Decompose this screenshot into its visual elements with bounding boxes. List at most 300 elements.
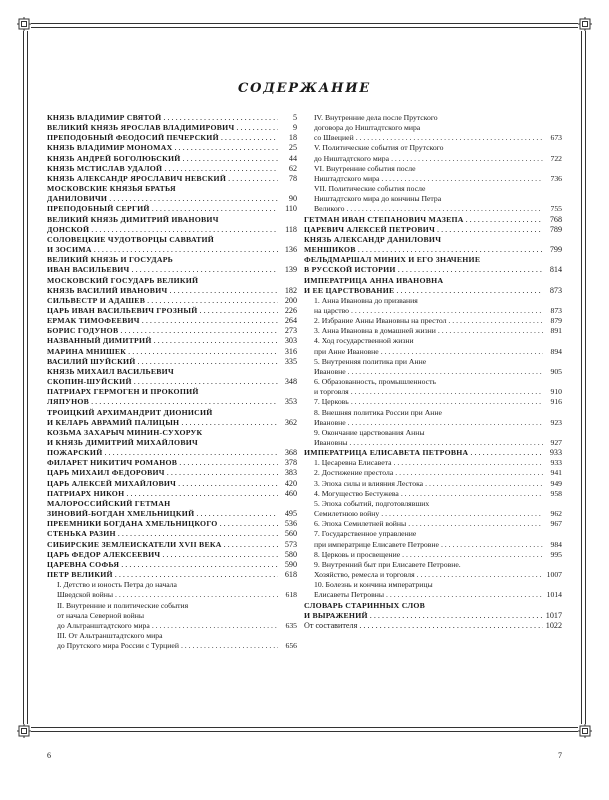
dot-leader bbox=[152, 621, 278, 631]
toc-entry[interactable] bbox=[47, 215, 297, 235]
toc-entry-page: 1007 bbox=[546, 570, 562, 580]
toc-entry-title-line: до Прутского мира России с Турцией bbox=[57, 641, 179, 651]
dot-leader bbox=[358, 245, 543, 255]
toc-entry-title-line: ДАНИЛОВИЧИ bbox=[47, 194, 108, 204]
toc-entry-title-line: 7. Церковь bbox=[314, 397, 349, 407]
toc-entry[interactable] bbox=[304, 560, 562, 580]
toc-entry-title-line: КНЯЗЬ АЛЕКСАНДР ЯРОСЛАВИЧ НЕВСКИЙ bbox=[47, 173, 227, 183]
toc-entry-title-line: IV. Внутренние дела после Прутского bbox=[314, 113, 438, 122]
toc-entry-page: 967 bbox=[550, 519, 562, 529]
dot-leader bbox=[381, 174, 543, 184]
toc-entry-title-line: Елисаветы Петровны bbox=[314, 590, 385, 600]
dot-leader bbox=[408, 519, 543, 529]
toc-entry-title-line: Ништадтского мира до кончины Петра bbox=[314, 194, 442, 204]
dot-leader bbox=[104, 448, 278, 458]
toc-entry-title-line: МАЛОРОССИЙСКИЙ ГЕТМАН bbox=[47, 498, 171, 508]
toc-entry[interactable] bbox=[47, 255, 297, 275]
toc-entry[interactable] bbox=[47, 428, 297, 458]
toc-entry[interactable] bbox=[47, 387, 297, 407]
toc-entry[interactable] bbox=[47, 296, 297, 306]
toc-entry[interactable] bbox=[47, 113, 297, 123]
toc-entry-title-line: ПОЖАРСКИЙ bbox=[47, 448, 103, 458]
toc-entry[interactable] bbox=[304, 397, 562, 407]
toc-entry[interactable] bbox=[304, 377, 562, 397]
toc-entry-title-line: И ЕЕ ЦАРСТВОВАНИЕ bbox=[304, 285, 395, 295]
dot-leader bbox=[351, 306, 543, 316]
toc-entry[interactable] bbox=[47, 468, 297, 478]
dot-leader bbox=[398, 265, 543, 275]
dot-leader bbox=[181, 641, 278, 651]
toc-entry[interactable] bbox=[47, 499, 297, 519]
toc-entry[interactable] bbox=[304, 296, 562, 316]
toc-entry[interactable] bbox=[47, 154, 297, 164]
toc-entry-page: 635 bbox=[285, 620, 297, 630]
toc-entry-title-line: ЗИНОВИЙ-БОГДАН ХМЕЛЬНИЦКИЙ bbox=[47, 509, 195, 519]
dot-leader bbox=[120, 326, 278, 336]
dot-leader bbox=[183, 154, 278, 164]
dot-leader bbox=[401, 489, 543, 499]
toc-entry-title-line: ЦАРЬ МИХАИЛ ФЕДОРОВИЧ bbox=[47, 468, 165, 478]
toc-entry-page: 90 bbox=[288, 194, 297, 204]
toc-entry[interactable] bbox=[304, 621, 562, 631]
toc-entry[interactable] bbox=[47, 529, 297, 539]
corner-knot-icon bbox=[17, 724, 31, 738]
toc-entry-title-line: на царство bbox=[314, 305, 350, 315]
toc-entry[interactable] bbox=[47, 519, 297, 529]
dot-leader bbox=[351, 387, 543, 397]
toc-entry-page: 894 bbox=[550, 346, 562, 356]
page-title: СОДЕРЖАНИЕ bbox=[237, 81, 372, 96]
toc-entry-title-line: до Ништадтского мира bbox=[314, 153, 390, 163]
toc-entry-page: 573 bbox=[284, 539, 297, 549]
dot-leader bbox=[162, 550, 278, 560]
dot-leader bbox=[132, 265, 279, 275]
toc-entry-page: 1017 bbox=[545, 610, 562, 620]
dot-leader bbox=[179, 458, 278, 468]
toc-entry-title-line: МАРИНА МНИШЕК bbox=[47, 346, 127, 356]
toc-entry[interactable] bbox=[304, 184, 562, 214]
toc-entry-title-line: 6. Эпоха Семилетней войны bbox=[314, 519, 407, 529]
toc-entry[interactable] bbox=[304, 489, 562, 499]
dot-leader bbox=[395, 468, 543, 478]
toc-left-column bbox=[47, 113, 297, 651]
toc-entry-page: 536 bbox=[284, 519, 297, 529]
toc-entry-title-line: со Швецией bbox=[314, 133, 354, 143]
toc-entry[interactable] bbox=[47, 631, 297, 651]
toc-entry-title-line: СЛОВАРЬ СТАРИННЫХ СЛОВ bbox=[304, 600, 426, 610]
toc-entry[interactable] bbox=[304, 468, 562, 478]
dot-leader bbox=[448, 316, 543, 326]
dot-leader bbox=[121, 560, 278, 570]
corner-knot-icon bbox=[578, 724, 592, 738]
toc-entry-title-line: МОСКОВСКИЙ ГОСУДАРЬ ВЕЛИКИЙ bbox=[47, 275, 199, 285]
dot-leader bbox=[126, 489, 278, 499]
dot-leader bbox=[437, 225, 543, 235]
toc-entry-title-line: ПРЕПОДОБНЫЙ ФЕОДОСИЙ ПЕЧЕРСКИЙ bbox=[47, 133, 219, 143]
toc-entry-page: 9 bbox=[292, 123, 297, 133]
toc-entry-title-line: ПАТРИАРХ ГЕРМОГЕН И ПРОКОПИЙ bbox=[47, 387, 199, 397]
toc-entry-title-line: ЦАРЬ ИВАН ВАСИЛЬЕВИЧ ГРОЗНЫЙ bbox=[47, 305, 198, 315]
toc-entry-title-line: до Альтранштадтского мира bbox=[57, 620, 150, 630]
dot-leader bbox=[346, 204, 543, 214]
toc-entry-title-line: договора до Ништадтского мира bbox=[314, 123, 421, 133]
toc-entry[interactable] bbox=[304, 255, 562, 275]
dot-leader bbox=[470, 448, 543, 458]
toc-entry[interactable] bbox=[47, 479, 297, 489]
dot-leader bbox=[167, 468, 278, 478]
toc-entry-page: 226 bbox=[284, 305, 297, 315]
toc-entry[interactable] bbox=[47, 174, 297, 184]
toc-entry-page: 962 bbox=[550, 509, 562, 519]
toc-entry[interactable] bbox=[47, 550, 297, 560]
toc-entry[interactable] bbox=[304, 428, 562, 448]
toc-entry-title-line: 1. Анна Ивановна до призвания bbox=[314, 295, 418, 305]
toc-entry-page: 182 bbox=[284, 285, 297, 295]
toc-entry-title-line: И КНЯЗЬ ДИМИТРИЙ МИХАЙЛОВИЧ bbox=[47, 438, 198, 447]
dot-leader bbox=[200, 306, 278, 316]
toc-entry[interactable] bbox=[47, 570, 297, 580]
toc-entry-page: 958 bbox=[550, 488, 562, 498]
dot-leader bbox=[348, 367, 543, 377]
toc-entry-page: 814 bbox=[549, 265, 562, 275]
toc-entry[interactable] bbox=[47, 276, 297, 296]
toc-right-column bbox=[304, 113, 562, 631]
toc-entry-title-line: СКОПИН-ШУЙСКИЙ bbox=[47, 377, 132, 387]
toc-entry[interactable] bbox=[47, 540, 297, 550]
toc-entry-title-line: ЦАРЕВНА СОФЬЯ bbox=[47, 559, 120, 569]
toc-entry-title-line: от начала Северной войны bbox=[57, 610, 145, 620]
toc-entry-title-line: 4. Ход государственной жизни bbox=[314, 336, 414, 346]
corner-knot-icon bbox=[17, 17, 31, 31]
toc-entry[interactable] bbox=[47, 489, 297, 499]
toc-entry-title-line: 9. Окончание царствования Анны bbox=[314, 427, 425, 437]
toc-entry-title-line: 7. Государственное управление bbox=[314, 529, 417, 539]
dot-leader bbox=[381, 347, 543, 357]
toc-entry-title-line: КНЯЗЬ МИХАИЛ ВАСИЛЬЕВИЧ bbox=[47, 366, 174, 376]
dot-leader bbox=[348, 418, 543, 428]
dot-leader bbox=[164, 164, 278, 174]
toc-entry-page: 984 bbox=[550, 539, 562, 549]
toc-entry[interactable] bbox=[47, 164, 297, 174]
toc-entry-page: 303 bbox=[284, 336, 297, 346]
toc-entry[interactable] bbox=[47, 306, 297, 316]
toc-entry[interactable] bbox=[47, 367, 297, 387]
toc-entry-title-line: ЦАРЬ АЛЕКСЕЙ МИХАЙЛОВИЧ bbox=[47, 478, 177, 488]
toc-entry[interactable] bbox=[47, 316, 297, 326]
toc-entry-title-line: 4. Могущество Бестужева bbox=[314, 488, 399, 498]
toc-entry-title-line: ПРЕПОДОБНЫЙ СЕРГИЙ bbox=[47, 204, 150, 214]
toc-entry-page: 383 bbox=[284, 468, 297, 478]
toc-entry-title-line: Великого bbox=[314, 204, 345, 214]
toc-entry-title-line: ПЕТР ВЕЛИКИЙ bbox=[47, 570, 113, 580]
toc-entry-title-line: СТЕНЬКА РАЗИН bbox=[47, 529, 116, 539]
toc-entry-page: 923 bbox=[550, 417, 562, 427]
toc-entry-title-line: Ивановне bbox=[314, 366, 346, 376]
dot-leader bbox=[134, 377, 278, 387]
toc-entry-title-line: КНЯЗЬ ВАСИЛИЙ ИВАНОВИЧ bbox=[47, 285, 168, 295]
toc-entry[interactable] bbox=[304, 143, 562, 163]
toc-entry-title-line: ЛЯПУНОВ bbox=[47, 397, 90, 407]
toc-entry-title-line: КОЗЬМА ЗАХАРЫЧ МИНИН-СУХОРУК bbox=[47, 427, 203, 437]
toc-entry-page: 656 bbox=[285, 641, 297, 651]
dot-leader bbox=[370, 611, 543, 621]
toc-entry[interactable] bbox=[304, 580, 562, 600]
toc-entry-page: 941 bbox=[550, 468, 562, 478]
toc-entry-page: 353 bbox=[284, 397, 297, 407]
toc-entry-title-line: 10. Болезнь и кончина императрицы bbox=[314, 580, 433, 590]
toc-entry-title-line: КНЯЗЬ АНДРЕЙ БОГОЛЮБСКИЙ bbox=[47, 153, 181, 163]
dot-leader bbox=[178, 479, 278, 489]
toc-entry[interactable] bbox=[304, 326, 562, 336]
toc-entry-page: 927 bbox=[550, 438, 562, 447]
toc-entry[interactable] bbox=[304, 336, 562, 356]
toc-entry[interactable] bbox=[304, 225, 562, 235]
dot-leader bbox=[381, 509, 543, 519]
toc-entry[interactable] bbox=[304, 448, 562, 458]
toc-entry-title-line: 3. Анна Ивановна в домашней жизни bbox=[314, 326, 436, 336]
dot-leader bbox=[441, 540, 543, 550]
toc-entry-page: 460 bbox=[284, 488, 297, 498]
dot-leader bbox=[94, 245, 278, 255]
toc-entry-title-line: ДОНСКОЙ bbox=[47, 224, 90, 234]
toc-entry-title-line: ЦАРЕВИЧ АЛЕКСЕЙ ПЕТРОВИЧ bbox=[304, 224, 436, 234]
dot-leader bbox=[163, 113, 278, 123]
dot-leader bbox=[91, 397, 278, 407]
dot-leader bbox=[359, 621, 543, 631]
toc-entry-title-line: МОСКОВСКИЕ КНЯЗЬЯ БРАТЬЯ bbox=[47, 184, 176, 194]
toc-entry-page: 618 bbox=[284, 570, 297, 580]
dot-leader bbox=[386, 590, 543, 600]
toc-entry[interactable] bbox=[304, 235, 562, 255]
dot-leader bbox=[152, 204, 278, 214]
toc-entry-title-line: В РУССКОЙ ИСТОРИИ bbox=[304, 265, 396, 275]
toc-entry-title-line: НАЗВАННЫЙ ДИМИТРИЙ bbox=[47, 336, 152, 346]
dot-leader bbox=[118, 529, 278, 539]
toc-entry-title-line: ИВАН ВАСИЛЬЕВИЧ bbox=[47, 265, 130, 275]
dot-leader bbox=[351, 397, 543, 407]
dot-leader bbox=[402, 550, 543, 560]
toc-entry-title-line: СИБИРСКИЕ ЗЕМЛЕИСКАТЕЛИ XVII ВЕКА bbox=[47, 539, 222, 549]
toc-entry[interactable] bbox=[47, 184, 297, 204]
toc-entry-title-line: СИЛЬВЕСТР И АДАШЕВ bbox=[47, 295, 146, 305]
toc-entry-page: 200 bbox=[284, 295, 297, 305]
toc-entry-title-line: СОЛОВЕЦКИЕ ЧУДОТВОРЦЫ САВВАТИЙ bbox=[47, 234, 215, 244]
toc-entry-page: 618 bbox=[285, 590, 297, 600]
toc-entry-title-line: БОРИС ГОДУНОВ bbox=[47, 326, 119, 336]
toc-entry-page: 933 bbox=[550, 458, 562, 468]
dot-leader bbox=[236, 123, 278, 133]
toc-entry-page: 273 bbox=[284, 326, 297, 336]
toc-entry[interactable] bbox=[47, 408, 297, 428]
toc-entry-title-line: КНЯЗЬ ВЛАДИМИР МОНОМАХ bbox=[47, 143, 173, 153]
toc-entry-title-line: III. От Альтранштадтского мира bbox=[57, 630, 163, 640]
dot-leader bbox=[142, 316, 278, 326]
toc-entry[interactable] bbox=[47, 123, 297, 133]
toc-entry-page: 25 bbox=[288, 143, 297, 153]
toc-entry-title-line: ПРЕЕМНИКИ БОГДАНА ХМЕЛЬНИЦКОГО bbox=[47, 519, 218, 529]
toc-entry[interactable] bbox=[304, 479, 562, 489]
toc-entry[interactable] bbox=[304, 458, 562, 468]
dot-leader bbox=[221, 133, 278, 143]
dot-leader bbox=[196, 509, 278, 519]
dot-leader bbox=[115, 570, 278, 580]
toc-entry[interactable] bbox=[47, 458, 297, 468]
toc-entry-title-line: VI. Внутренние события после bbox=[314, 163, 416, 173]
page-number-right: 7 bbox=[558, 751, 562, 760]
toc-entry-page: 736 bbox=[550, 173, 562, 183]
toc-entry[interactable] bbox=[304, 519, 562, 529]
toc-entry-title-line: МЕНШИКОВ bbox=[304, 245, 356, 255]
toc-entry-title-line: Семилетнюю войну bbox=[314, 509, 380, 519]
dot-leader bbox=[356, 133, 543, 143]
toc-entry-page: 789 bbox=[549, 224, 562, 234]
toc-entry-page: 905 bbox=[550, 366, 562, 376]
toc-entry-page: 316 bbox=[284, 346, 297, 356]
toc-entry-title-line: Ивановне bbox=[314, 417, 346, 427]
toc-entry-page: 916 bbox=[550, 397, 562, 407]
dot-leader bbox=[224, 540, 278, 550]
toc-entry-page: 768 bbox=[549, 214, 562, 224]
dot-leader bbox=[228, 174, 278, 184]
toc-entry-page: 420 bbox=[284, 478, 297, 488]
toc-entry-page: 368 bbox=[284, 448, 297, 458]
dot-leader bbox=[394, 458, 543, 468]
dot-leader bbox=[147, 296, 278, 306]
toc-entry-page: 264 bbox=[284, 316, 297, 326]
toc-entry-title-line: Ништадтского мира bbox=[314, 173, 380, 183]
toc-entry[interactable] bbox=[304, 316, 562, 326]
toc-entry-title-line: и торговля bbox=[314, 387, 349, 397]
toc-entry[interactable] bbox=[304, 529, 562, 549]
toc-entry[interactable] bbox=[47, 580, 297, 600]
toc-entry-page: 755 bbox=[550, 204, 562, 214]
toc-entry-title-line: 5. Внутренняя политика при Анне bbox=[314, 356, 427, 366]
toc-entry[interactable] bbox=[47, 357, 297, 367]
dot-leader bbox=[220, 519, 278, 529]
toc-entry[interactable] bbox=[304, 408, 562, 428]
dot-leader bbox=[438, 326, 543, 336]
toc-entry[interactable] bbox=[47, 560, 297, 570]
toc-entry-page: 62 bbox=[288, 163, 297, 173]
toc-entry-page: 995 bbox=[550, 549, 562, 559]
toc-entry-title-line: Шведской войны bbox=[57, 590, 114, 600]
toc-entry-page: 78 bbox=[288, 173, 297, 183]
toc-entry[interactable] bbox=[47, 235, 297, 255]
dot-leader bbox=[169, 286, 278, 296]
toc-entry-page: 873 bbox=[550, 305, 562, 315]
toc-entry-page: 348 bbox=[284, 377, 297, 387]
toc-entry-title-line: при императрице Елисавете Петровне bbox=[314, 539, 439, 549]
toc-entry-page: 44 bbox=[288, 153, 297, 163]
toc-entry[interactable] bbox=[304, 215, 562, 225]
dot-leader bbox=[91, 225, 278, 235]
toc-entry-title-line: 9. Внутренний быт при Елисавете Петровне. bbox=[314, 559, 461, 569]
toc-entry-title-line: И ВЫРАЖЕНИЙ bbox=[304, 610, 368, 620]
toc-entry-page: 933 bbox=[549, 448, 562, 458]
toc-entry-title-line: ВЕЛИКИЙ КНЯЗЬ ЯРОСЛАВ ВЛАДИМИРОВИЧ bbox=[47, 123, 235, 133]
toc-entry-title-line: ЦАРЬ ФЕДОР АЛЕКСЕЕВИЧ bbox=[47, 549, 161, 559]
toc-entry-title-line: От составителя bbox=[304, 620, 358, 630]
toc-entry[interactable] bbox=[47, 601, 297, 631]
toc-entry-page: 879 bbox=[550, 316, 562, 326]
toc-entry-title-line: ФИЛАРЕТ НИКИТИЧ РОМАНОВ bbox=[47, 458, 178, 468]
toc-entry-title-line: 2. Избрание Анны Ивановны на престол bbox=[314, 316, 447, 326]
toc-entry-title-line: ТРОИЦКИЙ АРХИМАНДРИТ ДИОНИСИЙ bbox=[47, 407, 213, 417]
toc-entry[interactable] bbox=[304, 601, 562, 621]
toc-entry[interactable] bbox=[304, 164, 562, 184]
toc-entry-page: 5 bbox=[292, 113, 297, 122]
dot-leader bbox=[181, 418, 278, 428]
toc-entry[interactable] bbox=[47, 336, 297, 346]
toc-entry-page: 136 bbox=[284, 245, 297, 255]
toc-entry-page: 949 bbox=[550, 478, 562, 488]
toc-entry-title-line: 8. Внешняя политика России при Анне bbox=[314, 407, 442, 417]
toc-entry-title-line: 1. Цесаревна Елисавета bbox=[314, 458, 392, 468]
toc-entry-page: 873 bbox=[549, 285, 562, 295]
toc-entry-title-line: II. Внутренние и политические события bbox=[57, 600, 189, 610]
toc-entry-page: 110 bbox=[285, 204, 297, 214]
toc-entry[interactable] bbox=[47, 347, 297, 357]
toc-entry[interactable] bbox=[47, 143, 297, 153]
corner-knot-icon bbox=[578, 17, 592, 31]
toc-entry-title-line: 2. Достижение престола bbox=[314, 468, 394, 478]
toc-entry-title-line: ВЕЛИКИЙ КНЯЗЬ ДИМИТРИЙ ИВАНОВИЧ bbox=[47, 214, 219, 224]
toc-entry[interactable] bbox=[304, 550, 562, 560]
toc-entry[interactable] bbox=[304, 113, 562, 143]
toc-entry-page: 139 bbox=[284, 265, 297, 275]
toc-entry-page: 335 bbox=[284, 356, 297, 366]
toc-entry-title-line: Ивановны bbox=[314, 438, 348, 447]
dot-leader bbox=[349, 438, 543, 448]
dot-leader bbox=[425, 479, 543, 489]
toc-entry-title-line: ВАСИЛИЙ ШУЙСКИЙ bbox=[47, 356, 136, 366]
toc-entry-title-line: И КЕЛАРЬ АВРАМИЙ ПАЛИЦЫН bbox=[47, 417, 180, 427]
toc-entry-page: 118 bbox=[285, 224, 297, 234]
page-number-left: 6 bbox=[47, 751, 51, 760]
toc-entry-page: 580 bbox=[284, 549, 297, 559]
toc-entry-page: 891 bbox=[550, 326, 562, 336]
toc-entry-title-line: 6. Образованность, промышленность bbox=[314, 377, 436, 387]
toc-entry-page: 910 bbox=[550, 387, 562, 397]
toc-entry-page: 799 bbox=[549, 245, 562, 255]
toc-entry-title-line: ПАТРИАРХ НИКОН bbox=[47, 488, 125, 498]
toc-entry[interactable] bbox=[47, 204, 297, 214]
toc-entry-title-line: ВЕЛИКИЙ КНЯЗЬ И ГОСУДАРЬ bbox=[47, 255, 174, 265]
toc-entry-page: 673 bbox=[550, 133, 562, 143]
toc-entry-page: 378 bbox=[284, 458, 297, 468]
dot-leader bbox=[115, 590, 278, 600]
toc-entry[interactable] bbox=[47, 326, 297, 336]
toc-entry[interactable] bbox=[304, 276, 562, 296]
toc-entry-title-line: ИМПЕРАТРИЦА ЕЛИСАВЕТА ПЕТРОВНА bbox=[304, 448, 469, 458]
toc-entry-title-line: КНЯЗЬ МСТИСЛАВ УДАЛОЙ bbox=[47, 163, 163, 173]
toc-entry[interactable] bbox=[47, 133, 297, 143]
dot-leader bbox=[154, 336, 278, 346]
toc-entry-title-line: ИМПЕРАТРИЦА АННА ИВАНОВНА bbox=[304, 275, 444, 285]
toc-entry-page: 18 bbox=[288, 133, 297, 143]
toc-entry-title-line: И ЗОСИМА bbox=[47, 245, 92, 255]
toc-entry[interactable] bbox=[304, 499, 562, 519]
toc-entry-title-line: при Анне Ивановне bbox=[314, 346, 379, 356]
toc-entry-title-line: ГЕТМАН ИВАН СТЕПАНОВИЧ МАЗЕПА bbox=[304, 214, 464, 224]
toc-entry-title-line: ФЕЛЬДМАРШАЛ МИНИХ И ЕГО ЗНАЧЕНИЕ bbox=[304, 255, 481, 265]
toc-entry-page: 1014 bbox=[546, 590, 562, 600]
toc-entry-page: 362 bbox=[284, 417, 297, 427]
toc-entry[interactable] bbox=[304, 357, 562, 377]
toc-entry-title-line: V. Политические события от Прутского bbox=[314, 143, 444, 153]
dot-leader bbox=[466, 215, 543, 225]
dot-leader bbox=[391, 154, 543, 164]
